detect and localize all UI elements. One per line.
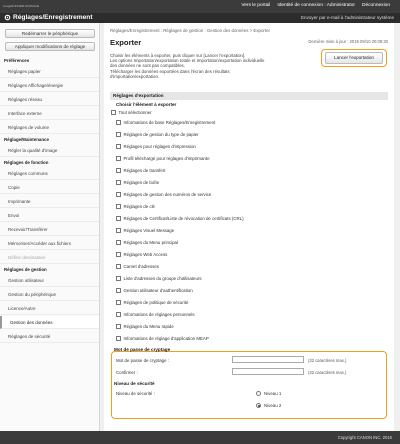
- export-item-row[interactable]: [116, 156, 210, 161]
- export-item-label: Réglages de Certificat/Liste de révocation de certificats (CRL): [123, 216, 244, 221]
- sidebar-item-common[interactable]: Réglages communs: [0, 167, 99, 180]
- product-name: imageRUNNER ADVANCE: [3, 4, 39, 8]
- page-title: Exporter: [110, 38, 142, 47]
- footer: [0, 431, 400, 444]
- description-line: Télécharger les données exportées dans l'écran des résultats: [110, 68, 230, 74]
- export-item-label: Réglages de gestion du type de papier: [123, 132, 199, 137]
- export-item-label: Réglages Web Access: [123, 252, 168, 257]
- export-item-row[interactable]: [116, 300, 188, 305]
- export-item-row[interactable]: [116, 204, 155, 209]
- last-update-text: Dernière mise à jour : 2019 09/10 20:08:30: [308, 39, 388, 44]
- export-item-row[interactable]: [116, 192, 211, 197]
- description-line: des données ne sont pas compatibles.: [110, 63, 185, 69]
- sidebar-item-volume[interactable]: Réglages de volume: [0, 121, 99, 134]
- confirm-password-input[interactable]: [232, 368, 304, 375]
- export-item-checkbox[interactable]: [116, 132, 121, 137]
- main-content: [104, 23, 394, 431]
- export-item-label: Réglages Visuel Message: [123, 228, 175, 233]
- description-line: Les options Importation/exportation totale et Importation/exportation individuelle: [110, 58, 265, 64]
- export-item-row[interactable]: [116, 120, 215, 125]
- export-item-row[interactable]: [116, 240, 178, 245]
- sidebar-item-paper[interactable]: Réglages papier: [0, 65, 99, 78]
- export-item-label: Informations de réglage d'application MEAP: [123, 336, 209, 341]
- export-item-checkbox[interactable]: [116, 192, 121, 197]
- export-item-label: Réglages de boîte: [123, 180, 160, 185]
- encryption-password-header: Mot de passe de cryptage: [114, 347, 171, 352]
- select-all-checkbox[interactable]: [111, 110, 116, 115]
- export-item-label: Carnet d'adresses: [123, 264, 159, 269]
- confirm-max-chars: (32 caractères max.): [308, 370, 347, 375]
- security-level-label: Niveau de sécurité :: [116, 391, 155, 396]
- level-2-option[interactable]: [256, 403, 281, 408]
- sidebar: [0, 23, 100, 431]
- sidebar-item-external-interface[interactable]: Interface externe: [0, 107, 99, 120]
- sidebar-item-set-destination[interactable]: Définir destinataire: [0, 251, 99, 264]
- export-item-label: Réglages de gestion des numéros de service: [123, 192, 212, 197]
- export-item-row[interactable]: [116, 264, 159, 269]
- copyright-text: Copyright CANON INC. 2016: [337, 435, 392, 440]
- export-item-row[interactable]: [116, 276, 202, 281]
- password-max-chars: (32 caractères max.): [308, 358, 347, 363]
- export-item-label: Réglages du Menu principal: [123, 240, 178, 245]
- export-item-label: Informations de base Réglages/Enregistrement: [123, 120, 216, 125]
- export-item-row[interactable]: [116, 144, 196, 149]
- export-item-row[interactable]: [116, 288, 193, 293]
- select-all-row[interactable]: [111, 110, 152, 115]
- export-item-checkbox[interactable]: [116, 252, 121, 257]
- sidebar-item-copy[interactable]: Copie: [0, 181, 99, 194]
- export-item-checkbox[interactable]: [116, 336, 121, 341]
- export-item-checkbox[interactable]: [116, 120, 121, 125]
- export-item-checkbox[interactable]: [116, 312, 121, 317]
- export-item-label: Liste d'adresses du groupe d'utilisateurs: [123, 276, 202, 281]
- breadcrumb: Réglages/Enregistrement : Réglages de gestion : Gestion des données > Exporter: [110, 28, 270, 33]
- export-item-label: Réglages de transfert: [123, 168, 166, 173]
- password-input[interactable]: [232, 356, 304, 363]
- sidebar-group-functions: Réglages de fonction: [4, 160, 49, 165]
- export-item-row[interactable]: [116, 228, 174, 233]
- export-item-label: Informations de réglages personnels: [123, 312, 195, 317]
- security-level-header: Niveau de sécurité: [114, 381, 155, 386]
- sidebar-item-send[interactable]: Envoi: [0, 209, 99, 222]
- level-1-option[interactable]: [256, 391, 281, 396]
- description-line: Choisir les éléments à exporter, puis cliquer sur [Lancer l'exportation].: [110, 53, 246, 58]
- sidebar-item-printer[interactable]: Imprimante: [0, 195, 99, 208]
- export-item-label: Profil téléchargé pour réglages d'imprimante: [123, 156, 210, 161]
- logout-link[interactable]: Déconnexion: [361, 3, 390, 8]
- sidebar-item-device-management[interactable]: Gestion du périphérique: [0, 288, 99, 301]
- export-item-checkbox[interactable]: [116, 264, 121, 269]
- top-links: [241, 3, 390, 8]
- export-item-label: Réglages de clé: [123, 204, 155, 209]
- login-id-text: Identité de connexion : Administrator: [277, 3, 355, 8]
- start-export-button[interactable]: Lancer l'exportation: [325, 52, 383, 64]
- export-item-label: Gestion utilisateur d'authentification: [123, 288, 193, 293]
- export-settings-header: Réglages d'exportation: [110, 92, 388, 100]
- sidebar-item-data-management[interactable]: Gestion des données: [0, 316, 99, 329]
- export-item-checkbox[interactable]: [116, 204, 121, 209]
- sidebar-item-display-energy[interactable]: Réglages Affichage/énergie: [0, 79, 99, 92]
- export-item-row[interactable]: [116, 336, 209, 341]
- sidebar-item-security[interactable]: Réglages de sécurité: [0, 330, 99, 343]
- sidebar-group-preferences: Préférences: [4, 58, 30, 63]
- level-2-label: Niveau 2: [264, 403, 282, 408]
- apply-changes-button[interactable]: Appliquer modifications de réglage: [5, 42, 95, 51]
- export-item-label: Réglages pour réglages d'impression: [123, 144, 196, 149]
- portal-link[interactable]: Vers le portail: [241, 3, 271, 8]
- export-item-checkbox[interactable]: [116, 240, 121, 245]
- export-item-checkbox[interactable]: [116, 168, 121, 173]
- export-item-checkbox[interactable]: [116, 216, 121, 221]
- export-item-row[interactable]: [116, 324, 174, 329]
- export-item-row[interactable]: [116, 216, 244, 221]
- app-title-wrap: [4, 14, 93, 21]
- export-item-checkbox[interactable]: [116, 144, 121, 149]
- export-item-checkbox[interactable]: [116, 156, 121, 161]
- password-label: Mot de passe de cryptage :: [116, 358, 169, 363]
- app-title: Réglages/Enregistrement: [13, 14, 93, 21]
- sidebar-item-network[interactable]: Réglages réseau: [0, 93, 99, 106]
- export-item-checkbox[interactable]: [116, 180, 121, 185]
- sidebar-group-management: Réglages de gestion: [4, 267, 47, 272]
- export-item-label: Réglages du Menu rapide: [123, 324, 174, 329]
- confirm-label: Confirmer :: [116, 370, 138, 375]
- level-1-radio[interactable]: [256, 391, 261, 396]
- export-item-row[interactable]: [116, 168, 165, 173]
- export-item-row[interactable]: [116, 180, 159, 185]
- sidebar-item-license-other[interactable]: Licence/Autre: [0, 302, 99, 315]
- export-item-row[interactable]: [116, 312, 195, 317]
- export-item-row[interactable]: [116, 252, 167, 257]
- description: [110, 53, 325, 79]
- select-all-label: Tout sélectionner: [118, 110, 152, 115]
- settings-icon: [4, 14, 11, 21]
- export-item-checkbox[interactable]: [116, 276, 121, 281]
- app-header: [0, 13, 400, 23]
- export-item-label: Réglages de politique de sécurité: [123, 300, 189, 305]
- choose-item-label: Choisir l'élément à exporter: [116, 102, 177, 107]
- level-2-radio[interactable]: [256, 403, 261, 408]
- mail-admin-link[interactable]: Envoyer par e-mail à l'administrateur système: [300, 15, 394, 20]
- export-item-checkbox[interactable]: [116, 324, 121, 329]
- sidebar-item-user-management[interactable]: Gestion utilisateur: [0, 274, 99, 287]
- sidebar-item-receive-forward[interactable]: Recevoir/Transférer: [0, 223, 99, 236]
- top-bar: [0, 0, 400, 13]
- sidebar-item-store-access-files[interactable]: Mémoriser/Accéder aux fichiers: [0, 237, 99, 250]
- export-item-checkbox[interactable]: [116, 300, 121, 305]
- export-item-row[interactable]: [116, 132, 199, 137]
- restart-device-button[interactable]: Redémarrer le périphérique: [5, 29, 95, 38]
- description-line: d'importation/exportation.: [110, 73, 160, 79]
- export-item-checkbox[interactable]: [116, 288, 121, 293]
- level-1-label: Niveau 1: [264, 391, 282, 396]
- sidebar-group-maintenance: Réglage/Maintenance: [4, 137, 49, 142]
- export-item-checkbox[interactable]: [116, 228, 121, 233]
- sidebar-item-image-quality[interactable]: Régler la qualité d'image: [0, 144, 99, 157]
